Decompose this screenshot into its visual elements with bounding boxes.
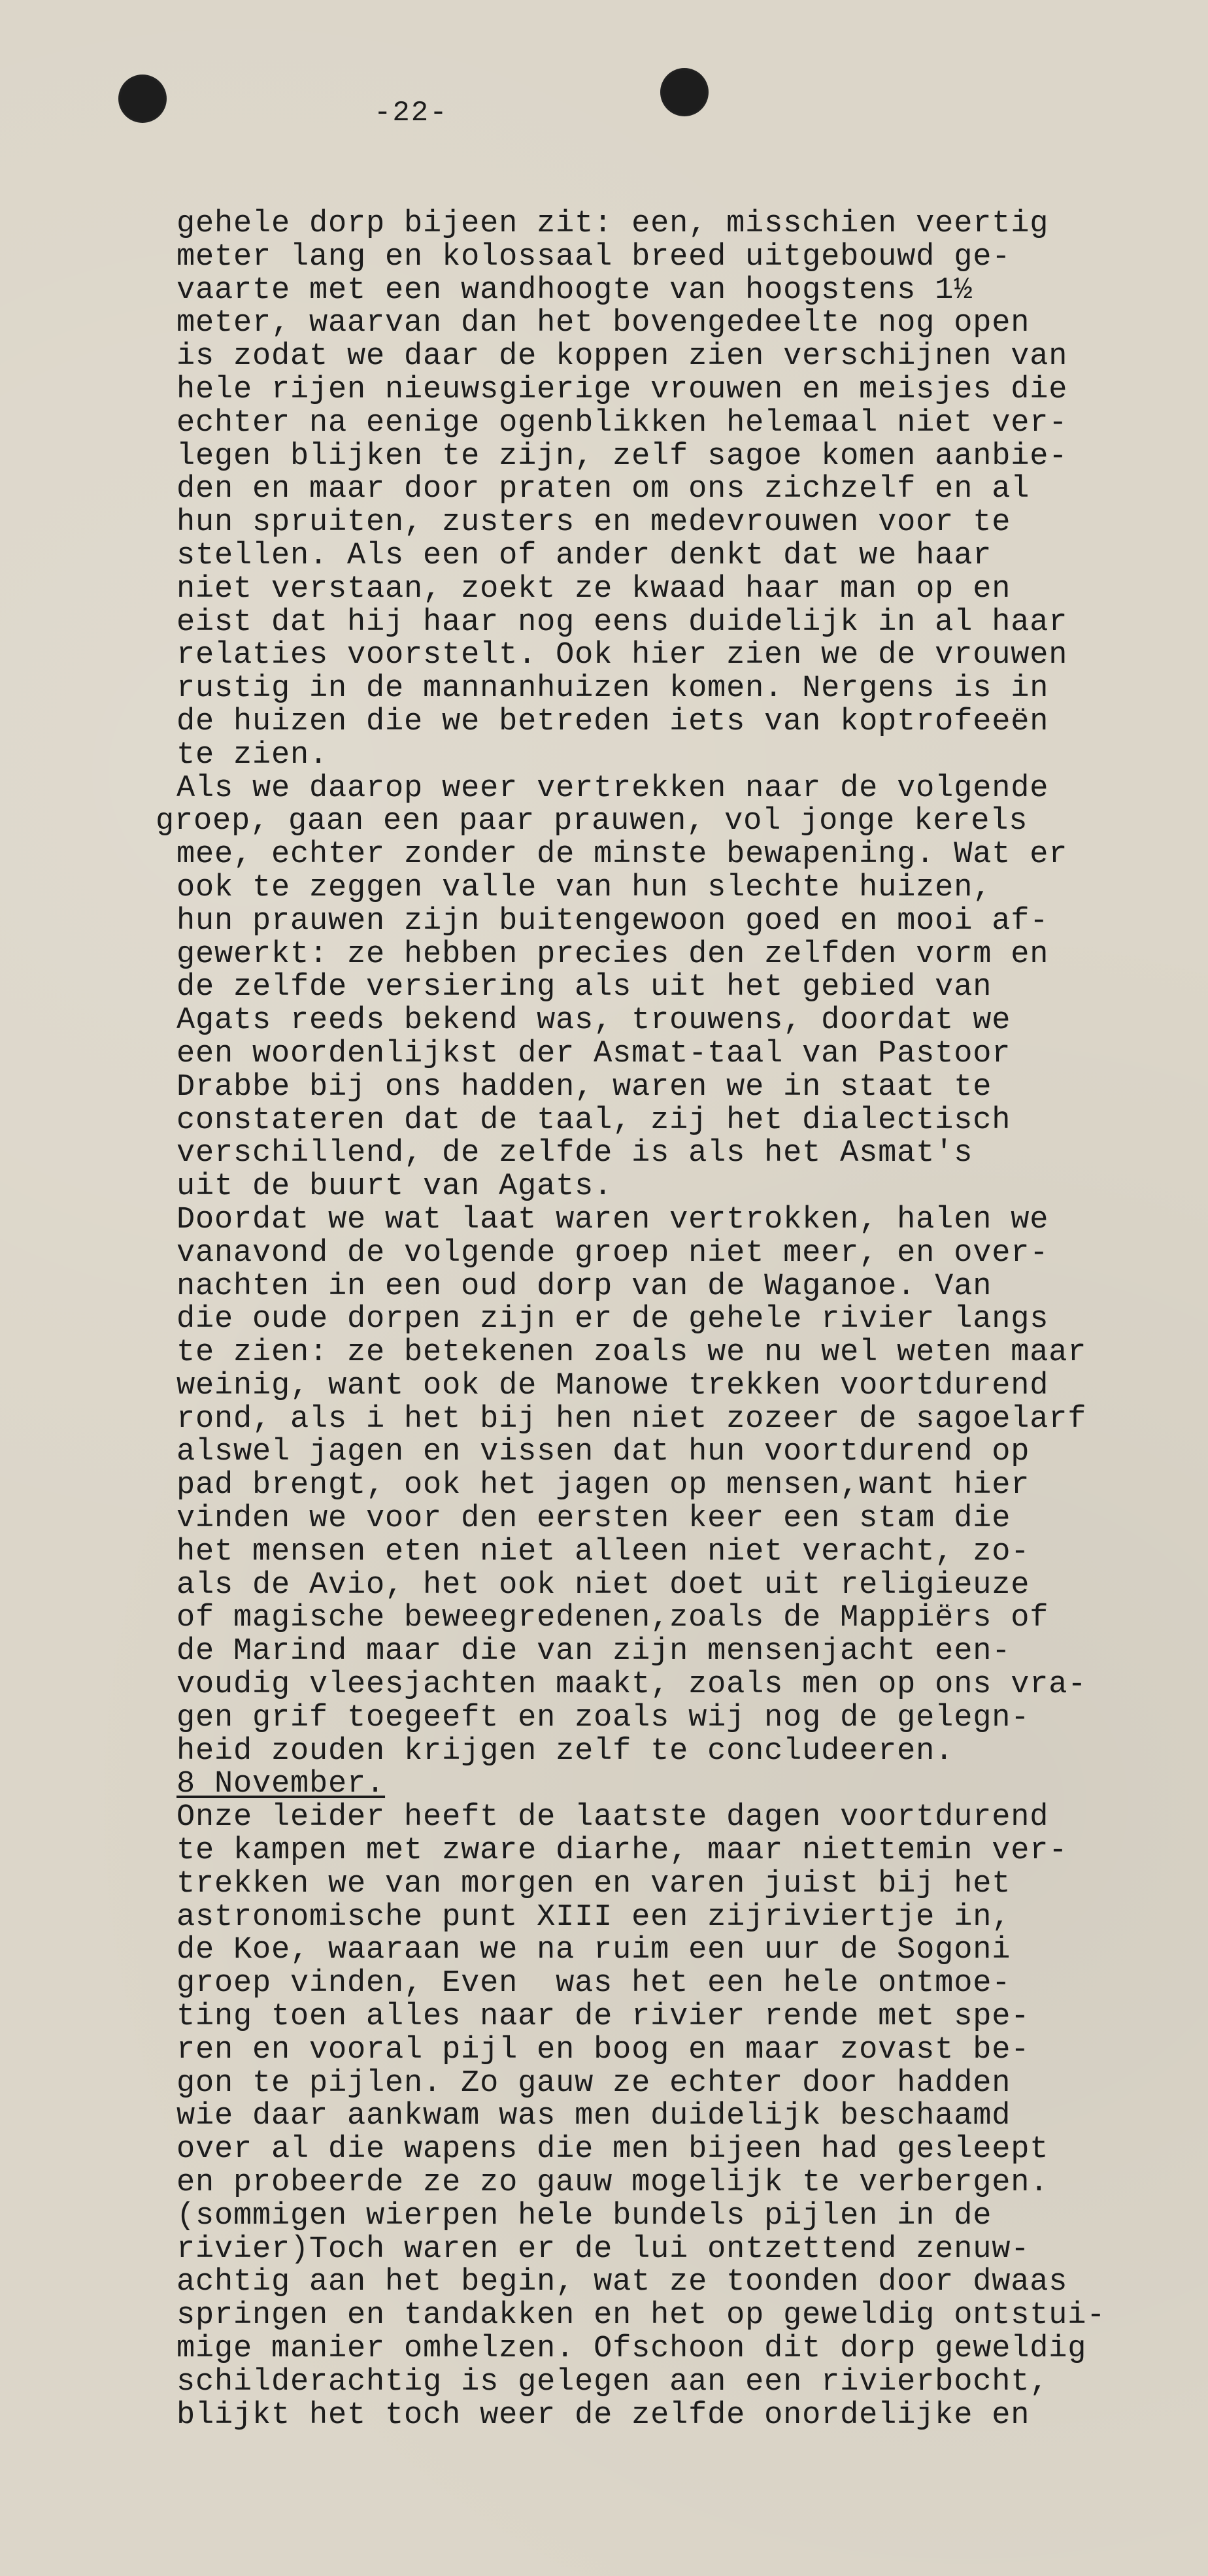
text-line: de huizen die we betreden iets van koptrofeeën [176,704,1049,739]
body-text [156,207,1196,2433]
text-line: het mensen eten niet alleen niet veracht, zo- [176,1534,1030,1569]
text-line: meter, waarvan dan het bovengedeelte nog open [176,306,1030,341]
text-line: Onze leider heeft de laatste dagen voortdurend [176,1800,1049,1835]
text-line: hun prauwen zijn buitengewoon goed en mooi af- [176,903,1049,939]
text-line: te zien. [176,737,329,773]
text-line: over al die wapens die men bijeen had gesleept [176,2132,1049,2167]
text-line: schilderachtig is gelegen aan een rivierbocht, [176,2364,1049,2400]
text-line: te kampen met zware diarhe, maar niettemin ver- [176,1833,1068,1869]
text-line: groep, gaan een paar prauwen, vol jonge kerels [156,804,1028,839]
text-line: Drabbe bij ons hadden, waren we in staat te [176,1069,992,1105]
date-heading-text: 8 November. [176,1767,386,1802]
text-line: relaties voorstelt. Ook hier zien we de vrouwen [176,638,1068,673]
page-number: -22- [374,97,448,129]
text-line: ren en vooral pijl en boog en maar zovast be- [176,2032,1030,2067]
text-line: vinden we voor den eersten keer een stam die [176,1501,1011,1537]
text-line: blijkt het toch weer de zelfde onordelijke en [176,2398,1030,2433]
text-line: ook te zeggen valle van hun slechte huizen, [176,870,992,905]
text-line: Als we daarop weer vertrekken naar de volgende [176,771,1049,806]
text-line: en probeerde ze zo gauw mogelijk te verbergen. [176,2166,1049,2201]
text-line: gen grif toegeeft en zoals wij nog de gelegn- [176,1700,1030,1735]
text-line: hele rijen nieuwsgierige vrouwen en meisjes die [176,372,1068,407]
text-line: eist dat hij haar nog eens duidelijk in al haar [176,605,1068,640]
text-line: pad brengt, ook het jagen op mensen,want hier [176,1468,1030,1503]
punch-hole-right [660,68,709,116]
text-line: als de Avio, het ook niet doet uit religieuze [176,1567,1030,1603]
text-line: mige manier omhelzen. Ofschoon dit dorp geweldig [176,2332,1087,2366]
text-line: (sommigen wierpen hele bundels pijlen in de [176,2198,992,2233]
text-line: meter lang en kolossaal breed uitgebouwd ge- [176,239,1011,275]
text-line: hun spruiten, zusters en medevrouwen voor te [176,505,1011,541]
text-line: of magische beweegredenen,zoals de Mappiërs of [176,1601,1049,1636]
text-line: groep vinden, Even was het een hele ontmoe- [176,1966,1011,2001]
text-line: is zodat we daar de koppen zien verschijnen van [176,339,1068,375]
text-line: rond, als i het bij hen niet zozeer de sagoelarf [176,1401,1087,1437]
text-line: wie daar aankwam was men duidelijk beschaamd [176,2099,1011,2134]
text-line: springen en tandakken en het op geweldig ontstui- [176,2298,1106,2333]
text-line: alswel jagen en vissen dat hun voortdurend op [176,1435,1030,1470]
text-line: Doordat we wat laat waren vertrokken, halen we [176,1202,1049,1237]
text-line: constateren dat de taal, zij het dialectisch [176,1103,1011,1138]
text-line: gehele dorp bijeen zit: een, misschien veertig [176,207,1049,241]
text-line: achtig aan het begin, wat ze toonden door dwaas [176,2265,1068,2300]
text-line: de Koe, waaraan we na ruim een uur de Sogoni [176,1933,1011,1968]
date-heading [176,1768,1196,1801]
text-line: verschillend, de zelfde is als het Asmat's [176,1136,973,1171]
text-line: te zien: ze betekenen zoals we nu wel weten maar [176,1335,1087,1371]
text-line: gewerkt: ze hebben precies den zelfden vorm en [176,937,1049,972]
punch-hole-left [118,75,167,123]
text-line: uit de buurt van Agats. [176,1169,613,1205]
text-line: gon te pijlen. Zo gauw ze echter door hadden [176,2066,1011,2101]
text-line: den en maar door praten om ons zichzelf en al [176,472,1030,507]
text-line: trekken we van morgen en varen juist bij het [176,1866,1011,1901]
text-line: rivier)Toch waren er de lui ontzettend zenuw- [176,2232,1030,2267]
text-line: de Marind maar die van zijn mensenjacht een- [176,1634,1011,1669]
text-line: nachten in een oud dorp van de Waganoe. Van [176,1269,992,1304]
text-line: weinig, want ook de Manowe trekken voortdurend [176,1368,1049,1403]
text-line: voudig vleesjachten maakt, zoals men op ons vra- [176,1667,1087,1703]
text-line: die oude dorpen zijn er de gehele rivier langs [176,1302,1049,1337]
text-line: vaarte met een wandhoogte van hoogstens 1½ [176,273,973,308]
text-line: stellen. Als een of ander denkt dat we haar [176,538,992,573]
text-line: heid zouden krijgen zelf te concludeeren. [176,1733,954,1769]
text-line: de zelfde versiering als uit het gebied van [176,970,992,1005]
text-line: niet verstaan, zoekt ze kwaad haar man op en [176,571,1011,607]
text-line: een woordenlijkst der Asmat-taal van Pastoor [176,1036,1011,1071]
text-line: rustig in de mannanhuizen komen. Nergens is in [176,671,1049,707]
text-line: mee, echter zonder de minste bewapening. Wat er [176,837,1068,873]
text-line: vanavond de volgende groep niet meer, en over- [176,1235,1049,1271]
text-line: ting toen alles naar de rivier rende met spe- [176,1999,1030,2035]
text-line: astronomische punt XIII een zijriviertje in, [176,1899,1011,1935]
text-line: Agats reeds bekend was, trouwens, doordat we [176,1003,1011,1039]
text-line: echter na eenige ogenblikken helemaal niet ver- [176,405,1068,441]
text-line: legen blijken te zijn, zelf sagoe komen aanbie- [176,439,1068,474]
